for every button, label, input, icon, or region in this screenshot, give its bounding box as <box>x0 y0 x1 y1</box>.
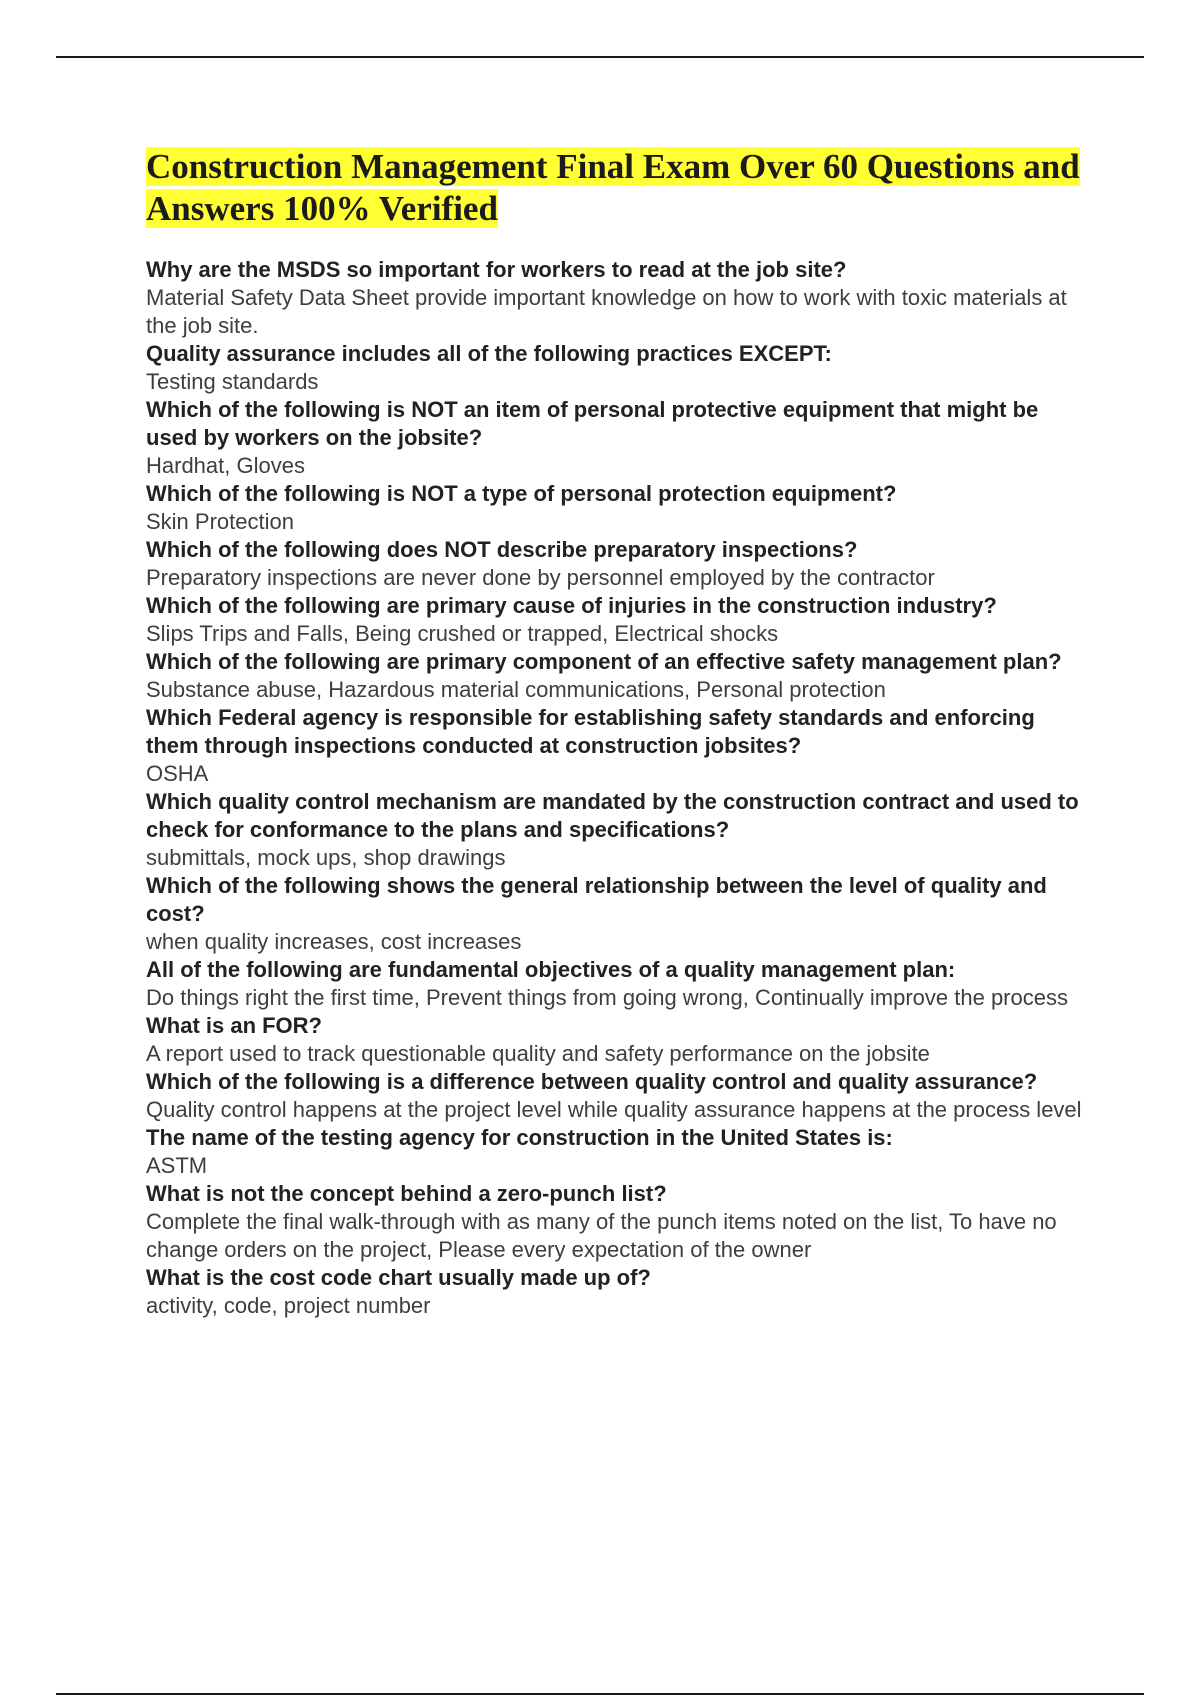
qa-item <box>146 788 1091 872</box>
question: Which of the following are primary component of an effective safety management plan? <box>146 649 1062 674</box>
qa-item <box>146 592 1091 648</box>
answer: Quality control happens at the project level while quality assurance happens at the process level <box>146 1097 1082 1122</box>
document-body <box>146 146 1091 1320</box>
question: What is an FOR? <box>146 1013 322 1038</box>
answer: when quality increases, cost increases <box>146 929 522 954</box>
bottom-rule <box>56 1693 1144 1695</box>
question: All of the following are fundamental objectives of a quality management plan: <box>146 957 956 982</box>
qa-item <box>146 1012 1091 1068</box>
qa-item <box>146 1180 1091 1264</box>
answer: OSHA <box>146 761 209 786</box>
qa-item <box>146 480 1091 536</box>
qa-item <box>146 1124 1091 1180</box>
qa-item <box>146 1068 1091 1124</box>
qa-item <box>146 704 1091 788</box>
question: Quality assurance includes all of the following practices EXCEPT: <box>146 341 832 366</box>
question: Which of the following is a difference between quality control and quality assurance? <box>146 1069 1038 1094</box>
qa-item <box>146 648 1091 704</box>
answer: Substance abuse, Hazardous material communications, Personal protection <box>146 677 886 702</box>
question: Which Federal agency is responsible for establishing safety standards and enforcing them through inspections conducted at construction jobsites? <box>146 705 1035 758</box>
question: Which of the following does NOT describe preparatory inspections? <box>146 537 858 562</box>
question: Which of the following shows the general relationship between the level of quality and cost? <box>146 873 1047 926</box>
answer: Complete the final walk-through with as many of the punch items noted on the list, To have no change orders on the project, Please every expectation of the owner <box>146 1209 1057 1262</box>
qa-item <box>146 256 1091 340</box>
answer: Hardhat, Gloves <box>146 453 305 478</box>
document-title <box>146 146 1091 230</box>
qa-item <box>146 872 1091 956</box>
qa-item <box>146 536 1091 592</box>
answer: activity, code, project number <box>146 1293 431 1318</box>
qa-item <box>146 956 1091 1012</box>
answer: submittals, mock ups, shop drawings <box>146 845 506 870</box>
question: Which quality control mechanism are mandated by the construction contract and used to check for conformance to the plans and specifications? <box>146 789 1079 842</box>
answer: ASTM <box>146 1153 208 1178</box>
qa-list <box>146 256 1091 1320</box>
answer: A report used to track questionable quality and safety performance on the jobsite <box>146 1041 930 1066</box>
title-highlight: Construction Management Final Exam Over 60 Questions and Answers 100% Verified <box>146 147 1080 228</box>
qa-item <box>146 340 1091 396</box>
answer: Preparatory inspections are never done by personnel employed by the contractor <box>146 565 935 590</box>
answer: Slips Trips and Falls, Being crushed or trapped, Electrical shocks <box>146 621 779 646</box>
qa-item <box>146 1264 1091 1320</box>
qa-item <box>146 396 1091 480</box>
question: Which of the following is NOT an item of personal protective equipment that might be used by workers on the jobsite? <box>146 397 1039 450</box>
answer: Material Safety Data Sheet provide important knowledge on how to work with toxic materials at the job site. <box>146 285 1067 338</box>
question: What is not the concept behind a zero-punch list? <box>146 1181 667 1206</box>
answer: Skin Protection <box>146 509 294 534</box>
question: Which of the following is NOT a type of personal protection equipment? <box>146 481 897 506</box>
question: What is the cost code chart usually made up of? <box>146 1265 651 1290</box>
question: Why are the MSDS so important for workers to read at the job site? <box>146 257 847 282</box>
answer: Testing standards <box>146 369 319 394</box>
top-rule <box>56 56 1144 58</box>
question: The name of the testing agency for construction in the United States is: <box>146 1125 893 1150</box>
question: Which of the following are primary cause of injuries in the construction industry? <box>146 593 997 618</box>
answer: Do things right the first time, Prevent things from going wrong, Continually improve the process <box>146 985 1068 1010</box>
